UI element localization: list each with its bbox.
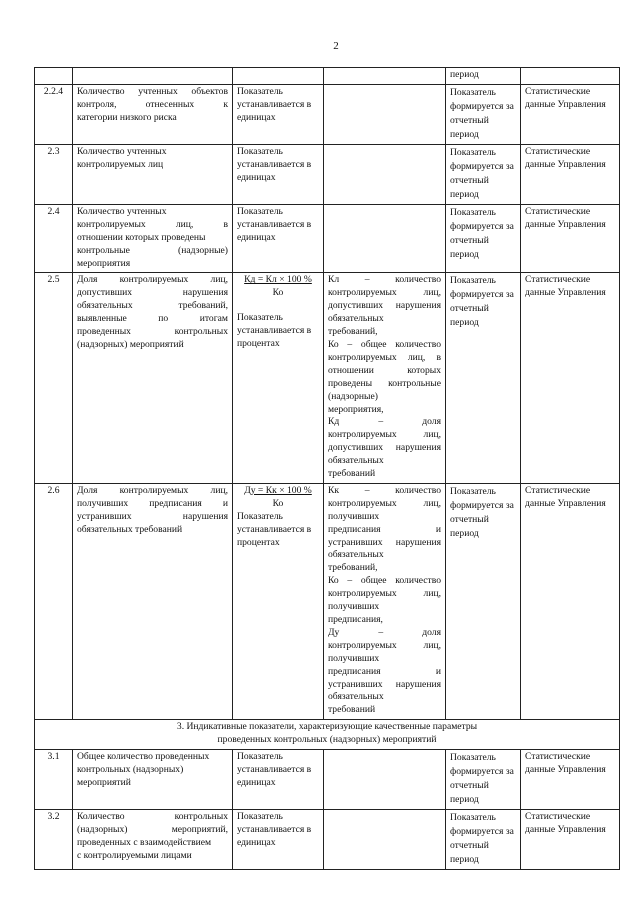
formula-cell: Показатель устанавливается в единицах bbox=[233, 810, 324, 870]
definition-line: требований, bbox=[328, 562, 378, 574]
row-number: 2.2.4 bbox=[35, 84, 73, 144]
definition-line: обязательных bbox=[328, 313, 384, 325]
indicator-line: допустивших нарушения bbox=[77, 287, 228, 299]
indicator-line: обязательных требований bbox=[77, 523, 183, 535]
period-cell: Показатель формируется за отчетный период bbox=[446, 84, 521, 144]
definition-line: получивших bbox=[328, 652, 380, 664]
indicator-line: контрольных (надзорных) bbox=[77, 763, 184, 775]
indicator-line: контроля, отнесенных к bbox=[77, 98, 228, 110]
table-row bbox=[35, 750, 620, 810]
indicator-line: категории низкого риска bbox=[77, 111, 177, 123]
indicator-name bbox=[73, 144, 233, 204]
definition-line: контролируемых лиц, bbox=[328, 588, 441, 600]
table-row bbox=[35, 144, 620, 204]
table-row bbox=[35, 810, 620, 870]
definition-line: предписания, bbox=[328, 614, 383, 625]
indicator-line: отношении которых проведены bbox=[77, 231, 206, 243]
page-number: 2 bbox=[333, 40, 339, 52]
table-row bbox=[35, 483, 620, 719]
definition-line: контролируемых лиц, bbox=[328, 639, 441, 651]
formula-numerator: Кд = Кл × 100 % bbox=[244, 274, 312, 286]
formula-denominator: Ко bbox=[272, 497, 284, 509]
definition-line: допустивших нарушения bbox=[328, 300, 441, 312]
indicator-line: выявленные по итогам bbox=[77, 313, 228, 325]
source-cell: Статистические данные Управления bbox=[521, 84, 620, 144]
definition-line: Ко – общее количество bbox=[328, 338, 441, 350]
period-cell: Показатель формируется за отчетный период bbox=[446, 750, 521, 810]
definition-line: мероприятия, bbox=[328, 403, 384, 415]
formula-note: Показатель устанавливается в процентах bbox=[237, 312, 312, 350]
definitions-cell bbox=[324, 750, 446, 810]
section-heading-line: 3. Индикативные показатели, характеризующие качественные параметры bbox=[176, 721, 478, 733]
indicator-line: мероприятия bbox=[77, 257, 131, 269]
source-cell: Статистические данные Управления bbox=[521, 483, 620, 719]
definition-line: предписания и bbox=[328, 665, 441, 677]
section-row bbox=[35, 720, 620, 750]
indicator-name bbox=[73, 204, 233, 273]
row-number: 2.3 bbox=[35, 144, 73, 204]
indicator-line: с контролируемыми лицами bbox=[77, 849, 192, 861]
formula-cell bbox=[233, 483, 324, 719]
definition-line: требований bbox=[328, 704, 376, 716]
source-cell: Статистические данные Управления bbox=[521, 273, 620, 484]
indicator-line: Количество учтенных bbox=[77, 205, 167, 217]
definition-line: Кк – количество bbox=[328, 484, 441, 496]
definition-line: контролируемых лиц, bbox=[328, 429, 441, 441]
definition-line: Кд – доля bbox=[328, 416, 441, 428]
source-cell: Статистические данные Управления bbox=[521, 144, 620, 204]
row-number: 3.2 bbox=[35, 810, 73, 870]
indicator-line: обязательных требований, bbox=[77, 300, 228, 312]
indicator-line: контролируемых лиц, в bbox=[77, 218, 228, 230]
row-number: 2.4 bbox=[35, 204, 73, 273]
formula-cell: Показатель устанавливается в единицах bbox=[233, 750, 324, 810]
indicator-name bbox=[73, 84, 233, 144]
formula-denominator: Ко bbox=[272, 287, 284, 299]
definitions-cell bbox=[324, 204, 446, 273]
indicator-line: устранивших нарушения bbox=[77, 510, 228, 522]
section-heading-line: проведенных контрольных (надзорных) мероприятий bbox=[217, 734, 437, 746]
indicator-line: Количество контрольных bbox=[77, 811, 228, 823]
formula-note: Показатель устанавливается в процентах bbox=[237, 510, 312, 548]
indicator-line: контрольные (надзорные) bbox=[77, 244, 228, 256]
period-cell: Показатель формируется за отчетный период bbox=[446, 273, 521, 484]
indicator-line: (надзорных) мероприятий bbox=[77, 338, 184, 350]
definition-line: обязательных bbox=[328, 455, 384, 467]
formula-numerator: Ду = Кк × 100 % bbox=[244, 484, 312, 496]
indicator-line: получивших предписания и bbox=[77, 497, 228, 509]
period-cell: Показатель формируется за отчетный период bbox=[446, 204, 521, 273]
indicator-line: Доля контролируемых лиц, bbox=[77, 484, 228, 496]
row-number: 2.6 bbox=[35, 483, 73, 719]
definitions-cell bbox=[324, 144, 446, 204]
row-number: 2.5 bbox=[35, 273, 73, 484]
formula-cell bbox=[233, 273, 324, 484]
period-cell: Показатель формируется за отчетный период bbox=[446, 144, 521, 204]
table-row bbox=[35, 68, 620, 85]
source-cell: Статистические данные Управления bbox=[521, 750, 620, 810]
table-row bbox=[35, 84, 620, 144]
indicators-table bbox=[34, 67, 620, 870]
definitions-cell bbox=[324, 84, 446, 144]
indicator-line: Доля контролируемых лиц, bbox=[77, 274, 228, 286]
period-cell: период bbox=[446, 68, 521, 85]
section-heading bbox=[35, 720, 620, 750]
indicator-line: Количество учтенных bbox=[77, 145, 167, 157]
definition-line: требований, bbox=[328, 326, 378, 338]
definitions-cell bbox=[324, 810, 446, 870]
period-cell: Показатель формируется за отчетный период bbox=[446, 810, 521, 870]
definitions-cell bbox=[324, 273, 446, 484]
definition-line: контролируемых лиц, bbox=[328, 497, 441, 509]
period-cell: Показатель формируется за отчетный период bbox=[446, 483, 521, 719]
indicator-line: Количество учтенных объектов bbox=[77, 85, 228, 97]
definition-line: получивших bbox=[328, 601, 380, 613]
definition-line: обязательных bbox=[328, 691, 384, 703]
definition-line: Ду – доля bbox=[328, 626, 441, 638]
source-cell: Статистические данные Управления bbox=[521, 204, 620, 273]
definition-line: обязательных bbox=[328, 549, 384, 561]
definition-line: требований bbox=[328, 468, 376, 480]
definitions-cell bbox=[324, 483, 446, 719]
definition-line: контролируемых лиц, в bbox=[328, 351, 441, 363]
definition-line: Кл – количество bbox=[328, 274, 441, 286]
definition-line: (надзорные) bbox=[328, 390, 378, 402]
definition-line: отношении которых bbox=[328, 364, 441, 376]
indicator-line: мероприятий bbox=[77, 776, 131, 788]
indicator-name bbox=[73, 810, 233, 870]
formula-cell: Показатель устанавливается в единицах bbox=[233, 204, 324, 273]
definition-line: предписания и bbox=[328, 523, 441, 535]
indicator-name bbox=[73, 483, 233, 719]
definition-line: получивших bbox=[328, 510, 380, 522]
indicator-name bbox=[73, 273, 233, 484]
indicator-line: (надзорных) мероприятий, bbox=[77, 823, 228, 835]
indicator-name bbox=[73, 750, 233, 810]
source-cell: Статистические данные Управления bbox=[521, 810, 620, 870]
formula-cell: Показатель устанавливается в единицах bbox=[233, 144, 324, 204]
indicator-line: Общее количество проведенных bbox=[77, 751, 210, 763]
definition-line: контролируемых лиц, bbox=[328, 287, 441, 299]
definition-line: проведены контрольные bbox=[328, 377, 441, 389]
indicator-line: проведенных с взаимодействием bbox=[77, 836, 212, 848]
indicator-line: контролируемых лиц bbox=[77, 158, 164, 170]
definition-line: Ко – общее количество bbox=[328, 575, 441, 587]
definition-line: допустивших нарушения bbox=[328, 442, 441, 454]
definition-line: устранивших нарушения bbox=[328, 678, 441, 690]
formula-cell: Показатель устанавливается в единицах bbox=[233, 84, 324, 144]
row-number: 3.1 bbox=[35, 750, 73, 810]
table-row bbox=[35, 204, 620, 273]
table-row bbox=[35, 273, 620, 484]
indicator-line: проведенных контрольных bbox=[77, 326, 228, 338]
definition-line: устранивших нарушения bbox=[328, 536, 441, 548]
